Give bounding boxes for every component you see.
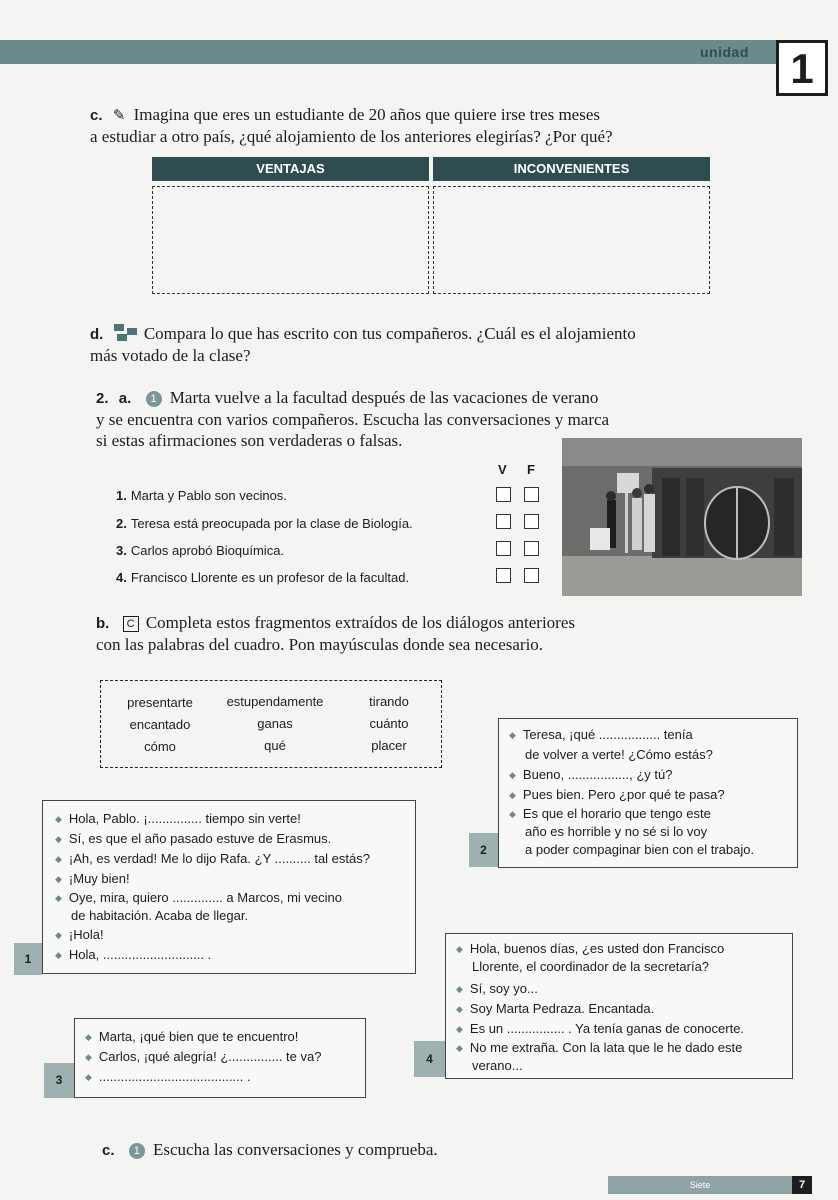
section-d-line1: Compara lo que has escrito con tus compañeros. ¿Cuál es el alojamiento: [143, 324, 636, 343]
word-bank-item: ganas: [257, 716, 293, 731]
section-c-line1: Imagina que eres un estudiante de 20 años que quiere irse tres meses: [133, 105, 600, 124]
section-b-instruction: [96, 612, 656, 655]
false-checkbox-2[interactable]: [524, 514, 539, 529]
audio-track-icon: 1: [129, 1143, 145, 1159]
statement-number: 1.: [116, 488, 127, 503]
section-d-letter: d.: [90, 326, 104, 343]
statement-text: Carlos aprobó Bioquímica.: [130, 543, 285, 558]
dialogue-line: ◆ ¡Hola!: [55, 927, 104, 942]
false-checkbox-4[interactable]: [524, 568, 539, 583]
bullet-diamond-icon: ◆: [85, 1032, 92, 1042]
dialogue-3-number: 3: [44, 1063, 74, 1098]
page-number: 7: [792, 1176, 812, 1194]
word-bank-item: cómo: [144, 739, 176, 754]
dialogue-line: ◆ Hola, buenos días, ¿es usted don Francisco: [456, 941, 725, 956]
section-c-letter: c.: [90, 107, 103, 124]
dialogue-line: ◆ Teresa, ¡qué ................. tenía: [509, 727, 693, 742]
students-photo: [562, 438, 802, 596]
bullet-diamond-icon: ◆: [509, 770, 516, 780]
bullet-diamond-icon: ◆: [456, 1004, 463, 1014]
dialogue-4-number: 4: [414, 1041, 445, 1077]
advantages-header: VENTAJAS: [152, 157, 429, 181]
word-bank-item: encantado: [129, 717, 191, 732]
bullet-diamond-icon: ◆: [55, 950, 62, 960]
bullet-diamond-icon: ◆: [456, 1024, 463, 1034]
bullet-diamond-icon: ◆: [55, 930, 62, 940]
disadvantages-header: INCONVENIENTES: [433, 157, 710, 181]
dialogue-line-continued: año es horrible y no sé si lo voy: [525, 824, 708, 839]
bullet-diamond-icon: ◆: [456, 944, 463, 954]
statement-3: [116, 543, 284, 558]
dialogue-line: ◆ Hola, ............................ .: [55, 947, 212, 962]
section-d-instruction: [90, 323, 770, 366]
bullet-diamond-icon: ◆: [456, 984, 463, 994]
dialogue-line: ◆ Carlos, ¡qué alegría! ¿............... te va?: [85, 1049, 322, 1064]
word-bank-item: tirando: [369, 694, 409, 709]
dialogue-line: ◆ No me extraña. Con la lata que le he dado este: [456, 1040, 743, 1055]
dialogue-line-continued: de volver a verte! ¿Cómo estás?: [525, 747, 713, 762]
section-2a-letter: a.: [118, 390, 132, 407]
section-c-instruction: [90, 104, 770, 147]
bullet-diamond-icon: ◆: [55, 893, 62, 903]
dialogue-line: ◆ ........................................ .: [85, 1069, 251, 1084]
bullet-diamond-icon: ◆: [509, 790, 516, 800]
section-2a-line1: Marta vuelve a la facultad después de las vacaciones de verano: [169, 388, 599, 407]
dialogue-line: ◆ ¡Muy bien!: [55, 871, 130, 886]
section-c2-text: Escucha las conversaciones y comprueba.: [153, 1140, 438, 1159]
word-bank-item: qué: [264, 738, 286, 753]
statement-2: [116, 516, 413, 531]
true-checkbox-2[interactable]: [496, 514, 511, 529]
word-bank-item: cuánto: [369, 716, 409, 731]
dialogue-2-box: [498, 718, 798, 868]
word-bank-item: presentarte: [127, 695, 193, 710]
dialogue-line: ◆ Es que el horario que tengo este: [509, 806, 711, 821]
true-checkbox-1[interactable]: [496, 487, 511, 502]
section-c2-letter: c.: [102, 1142, 115, 1159]
bullet-diamond-icon: ◆: [509, 809, 516, 819]
dialogue-line: ◆ Marta, ¡qué bien que te encuentro!: [85, 1029, 299, 1044]
footer-page-word: Siete: [608, 1176, 792, 1194]
dialogue-line: ◆ Hola, Pablo. ¡............... tiempo sin verte!: [55, 811, 301, 826]
false-checkbox-1[interactable]: [524, 487, 539, 502]
bullet-diamond-icon: ◆: [55, 874, 62, 884]
word-bank-item: placer: [371, 738, 407, 753]
advantages-write-area[interactable]: [152, 186, 429, 294]
section-b-line1: Completa estos fragmentos extraídos de los diálogos anteriores: [145, 613, 575, 632]
bullet-diamond-icon: ◆: [55, 854, 62, 864]
bullet-diamond-icon: ◆: [55, 814, 62, 824]
dialogue-line: ◆ Sí, soy yo...: [456, 981, 538, 996]
word-bank-item: estupendamente: [226, 694, 324, 709]
statement-4: [116, 570, 409, 585]
exercise-number: 2.: [96, 390, 109, 407]
dialogue-line-continued: de habitación. Acaba de llegar.: [71, 908, 249, 923]
section-b-letter: b.: [96, 615, 110, 632]
section-d-line2: más votado de la clase?: [90, 346, 251, 365]
section-c-line2: a estudiar a otro país, ¿qué alojamiento de los anteriores elegirías? ¿Por qué?: [90, 127, 613, 146]
section-2a-line3: si estas afirmaciones son verdaderas o falsas.: [96, 431, 403, 450]
bullet-diamond-icon: ◆: [509, 730, 516, 740]
dialogue-line: ◆ Soy Marta Pedraza. Encantada.: [456, 1001, 655, 1016]
audio-track-icon: 1: [146, 391, 162, 407]
unit-label: unidad: [700, 44, 749, 60]
dialogue-line-continued: verano...: [472, 1058, 523, 1073]
section-2a-line2: y se encuentra con varios compañeros. Escucha las conversaciones y marca: [96, 410, 610, 429]
dialogue-4-box: [445, 933, 793, 1079]
true-column-label: V: [498, 462, 507, 477]
false-column-label: F: [527, 462, 535, 477]
complete-icon: C: [123, 616, 139, 632]
bullet-diamond-icon: ◆: [55, 834, 62, 844]
dialogue-line: ◆ Oye, mira, quiero .............. a Marcos, mi vecino: [55, 890, 343, 905]
true-checkbox-3[interactable]: [496, 541, 511, 556]
dialogue-line: ◆ Pues bien. Pero ¿por qué te pasa?: [509, 787, 725, 802]
statement-number: 3.: [116, 543, 127, 558]
dialogue-line-continued: a poder compaginar bien con el trabajo.: [525, 842, 755, 857]
statement-number: 2.: [116, 516, 127, 531]
bullet-diamond-icon: ◆: [456, 1043, 463, 1053]
dialogue-1-number: 1: [14, 943, 42, 975]
write-icon: ✎: [112, 106, 126, 124]
dialogue-2-number: 2: [469, 833, 498, 867]
dialogue-1-box: [42, 800, 416, 974]
true-checkbox-4[interactable]: [496, 568, 511, 583]
false-checkbox-3[interactable]: [524, 541, 539, 556]
disadvantages-write-area[interactable]: [433, 186, 710, 294]
statement-1: [116, 488, 287, 503]
group-icon: [114, 324, 138, 342]
dialogue-line-continued: Llorente, el coordinador de la secretaría?: [472, 959, 710, 974]
statement-text: Francisco Llorente es un profesor de la facultad.: [130, 570, 410, 585]
bullet-diamond-icon: ◆: [85, 1052, 92, 1062]
statement-text: Marta y Pablo son vecinos.: [130, 488, 287, 503]
statement-number: 4.: [116, 570, 127, 585]
section-b-line2: con las palabras del cuadro. Pon mayúsculas donde sea necesario.: [96, 635, 544, 654]
section-c2-instruction: [102, 1139, 602, 1161]
dialogue-line: ◆ Es un ................ . Ya tenía ganas de conocerte.: [456, 1021, 745, 1036]
statement-text: Teresa está preocupada por la clase de Biología.: [130, 516, 413, 531]
dialogue-line: ◆ Bueno, ................., ¿y tú?: [509, 767, 673, 782]
dialogue-line: ◆ ¡Ah, es verdad! Me lo dijo Rafa. ¿Y .......... tal estás?: [55, 851, 370, 866]
unit-number: 1: [776, 40, 828, 96]
dialogue-line: ◆ Sí, es que el año pasado estuve de Erasmus.: [55, 831, 332, 846]
header-band: [0, 40, 805, 64]
dialogue-3-box: [74, 1018, 366, 1098]
bullet-diamond-icon: ◆: [85, 1072, 92, 1082]
